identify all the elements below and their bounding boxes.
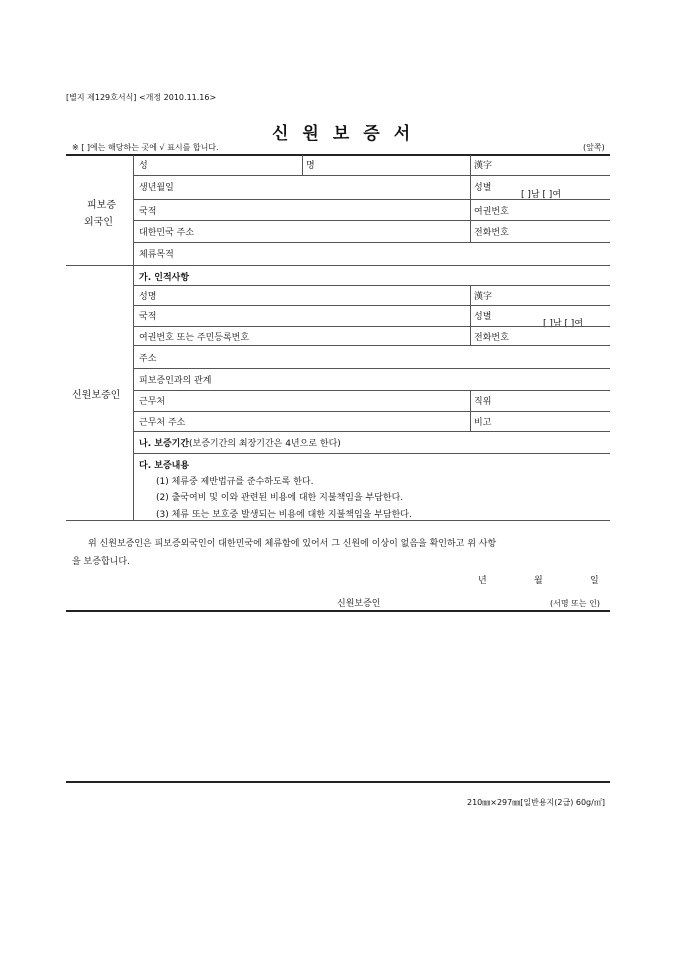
guarantee-period-heading: 나. 보증기간: [139, 439, 190, 449]
cell-divider: [470, 285, 471, 345]
month-label: 월: [534, 576, 543, 586]
remarks-label: 비고: [474, 418, 492, 428]
guarantor-nationality-label: 국적: [139, 312, 157, 322]
hanja-label: 漢字: [474, 161, 493, 171]
guarantor-phone-label: 전화번호: [474, 333, 509, 343]
korea-address-label: 대한민국 주소: [139, 228, 195, 238]
workplace-label: 근무처: [139, 397, 166, 407]
footer-border: [66, 781, 610, 783]
surname-label: 성: [139, 161, 148, 171]
nationality-label: 국적: [139, 207, 157, 217]
row-line: [133, 390, 610, 391]
guarantee-period-note: (보증기간의 최장기간은 4년으로 한다): [189, 439, 341, 449]
front-side-note: (앞쪽): [583, 143, 605, 152]
row-line: [133, 411, 610, 412]
id-number-label: 여권번호 또는 주민등록번호: [139, 333, 250, 343]
paper-spec: 210㎜×297㎜[일반용지(2급) 60g/㎡]: [467, 798, 605, 807]
content-item-3: (3) 체류 또는 보호중 발생되는 비용에 대한 지불책임을 부담한다.: [156, 510, 412, 520]
day-label: 일: [590, 576, 599, 586]
section-border: [66, 265, 610, 266]
row-line: [133, 285, 610, 286]
guarantor-gender-label: 성별: [474, 312, 492, 322]
guarantee-period-row: [139, 436, 341, 449]
guaranteed-section-label-1: 피보증: [87, 200, 116, 211]
row-line: [133, 453, 610, 454]
gender-label: 성별: [474, 183, 492, 193]
relation-label: 피보증인과의 관계: [139, 376, 212, 386]
top-border: [66, 154, 610, 156]
section-border: [66, 520, 610, 521]
row-line: [133, 326, 610, 327]
content-item-1: (1) 체류중 제반법규를 준수하도록 한다.: [156, 477, 314, 487]
passport-number-label: 여권번호: [474, 207, 509, 217]
row-line: [133, 220, 610, 221]
content-item-2: (2) 출국여비 및 이와 관련된 비용에 대한 지불책임을 부담한다.: [156, 493, 404, 503]
personal-info-heading: 가. 인적사항: [139, 273, 190, 283]
row-line: [133, 305, 610, 306]
row-line: [133, 199, 610, 200]
row-line: [133, 345, 610, 346]
position-label: 직위: [474, 397, 492, 407]
signer-label: 신원보증인: [337, 599, 381, 609]
page-title: 신원보증서: [272, 124, 425, 144]
row-line: [133, 175, 610, 176]
guarantor-hanja-label: 漢字: [474, 292, 493, 302]
birth-date-label: 생년월일: [139, 183, 174, 193]
guarantor-gender-checkbox-group[interactable]: [ ]남 [ ]여: [543, 319, 584, 329]
instruction-text: ※ [ ]에는 해당하는 곳에 √ 표시를 합니다.: [72, 143, 219, 152]
form-reference: [별지 제129호서식] <개정 2010.11.16>: [66, 93, 217, 102]
guarantor-address-label: 주소: [139, 354, 157, 364]
guaranteed-section-label-2: 외국인: [84, 217, 113, 228]
statement-line-1: 위 신원보증인은 피보증외국인이 대한민국에 체류함에 있어서 그 신원에 이상이 없음을 확인하고 위 사항: [88, 539, 497, 549]
year-label: 년: [478, 576, 487, 586]
signature-note: (서명 또는 인): [550, 599, 600, 608]
phone-label: 전화번호: [474, 228, 509, 238]
cell-divider: [302, 155, 303, 175]
row-line: [133, 431, 610, 432]
given-name-label: 명: [306, 161, 315, 171]
row-line: [133, 368, 610, 369]
work-address-label: 근무처 주소: [139, 418, 186, 428]
statement-bottom-border: [66, 610, 610, 612]
statement-line-2: 을 보증합니다.: [72, 557, 130, 567]
guarantor-section-label: 신원보증인: [72, 390, 121, 401]
stay-purpose-label: 체류목적: [139, 250, 174, 260]
section-divider-1: [133, 155, 134, 266]
guarantor-name-label: 성명: [139, 292, 157, 302]
row-line: [133, 242, 610, 243]
guarantee-content-heading: 다. 보증내용: [139, 461, 190, 471]
gender-checkbox-group[interactable]: [ ]남 [ ]여: [521, 190, 562, 200]
